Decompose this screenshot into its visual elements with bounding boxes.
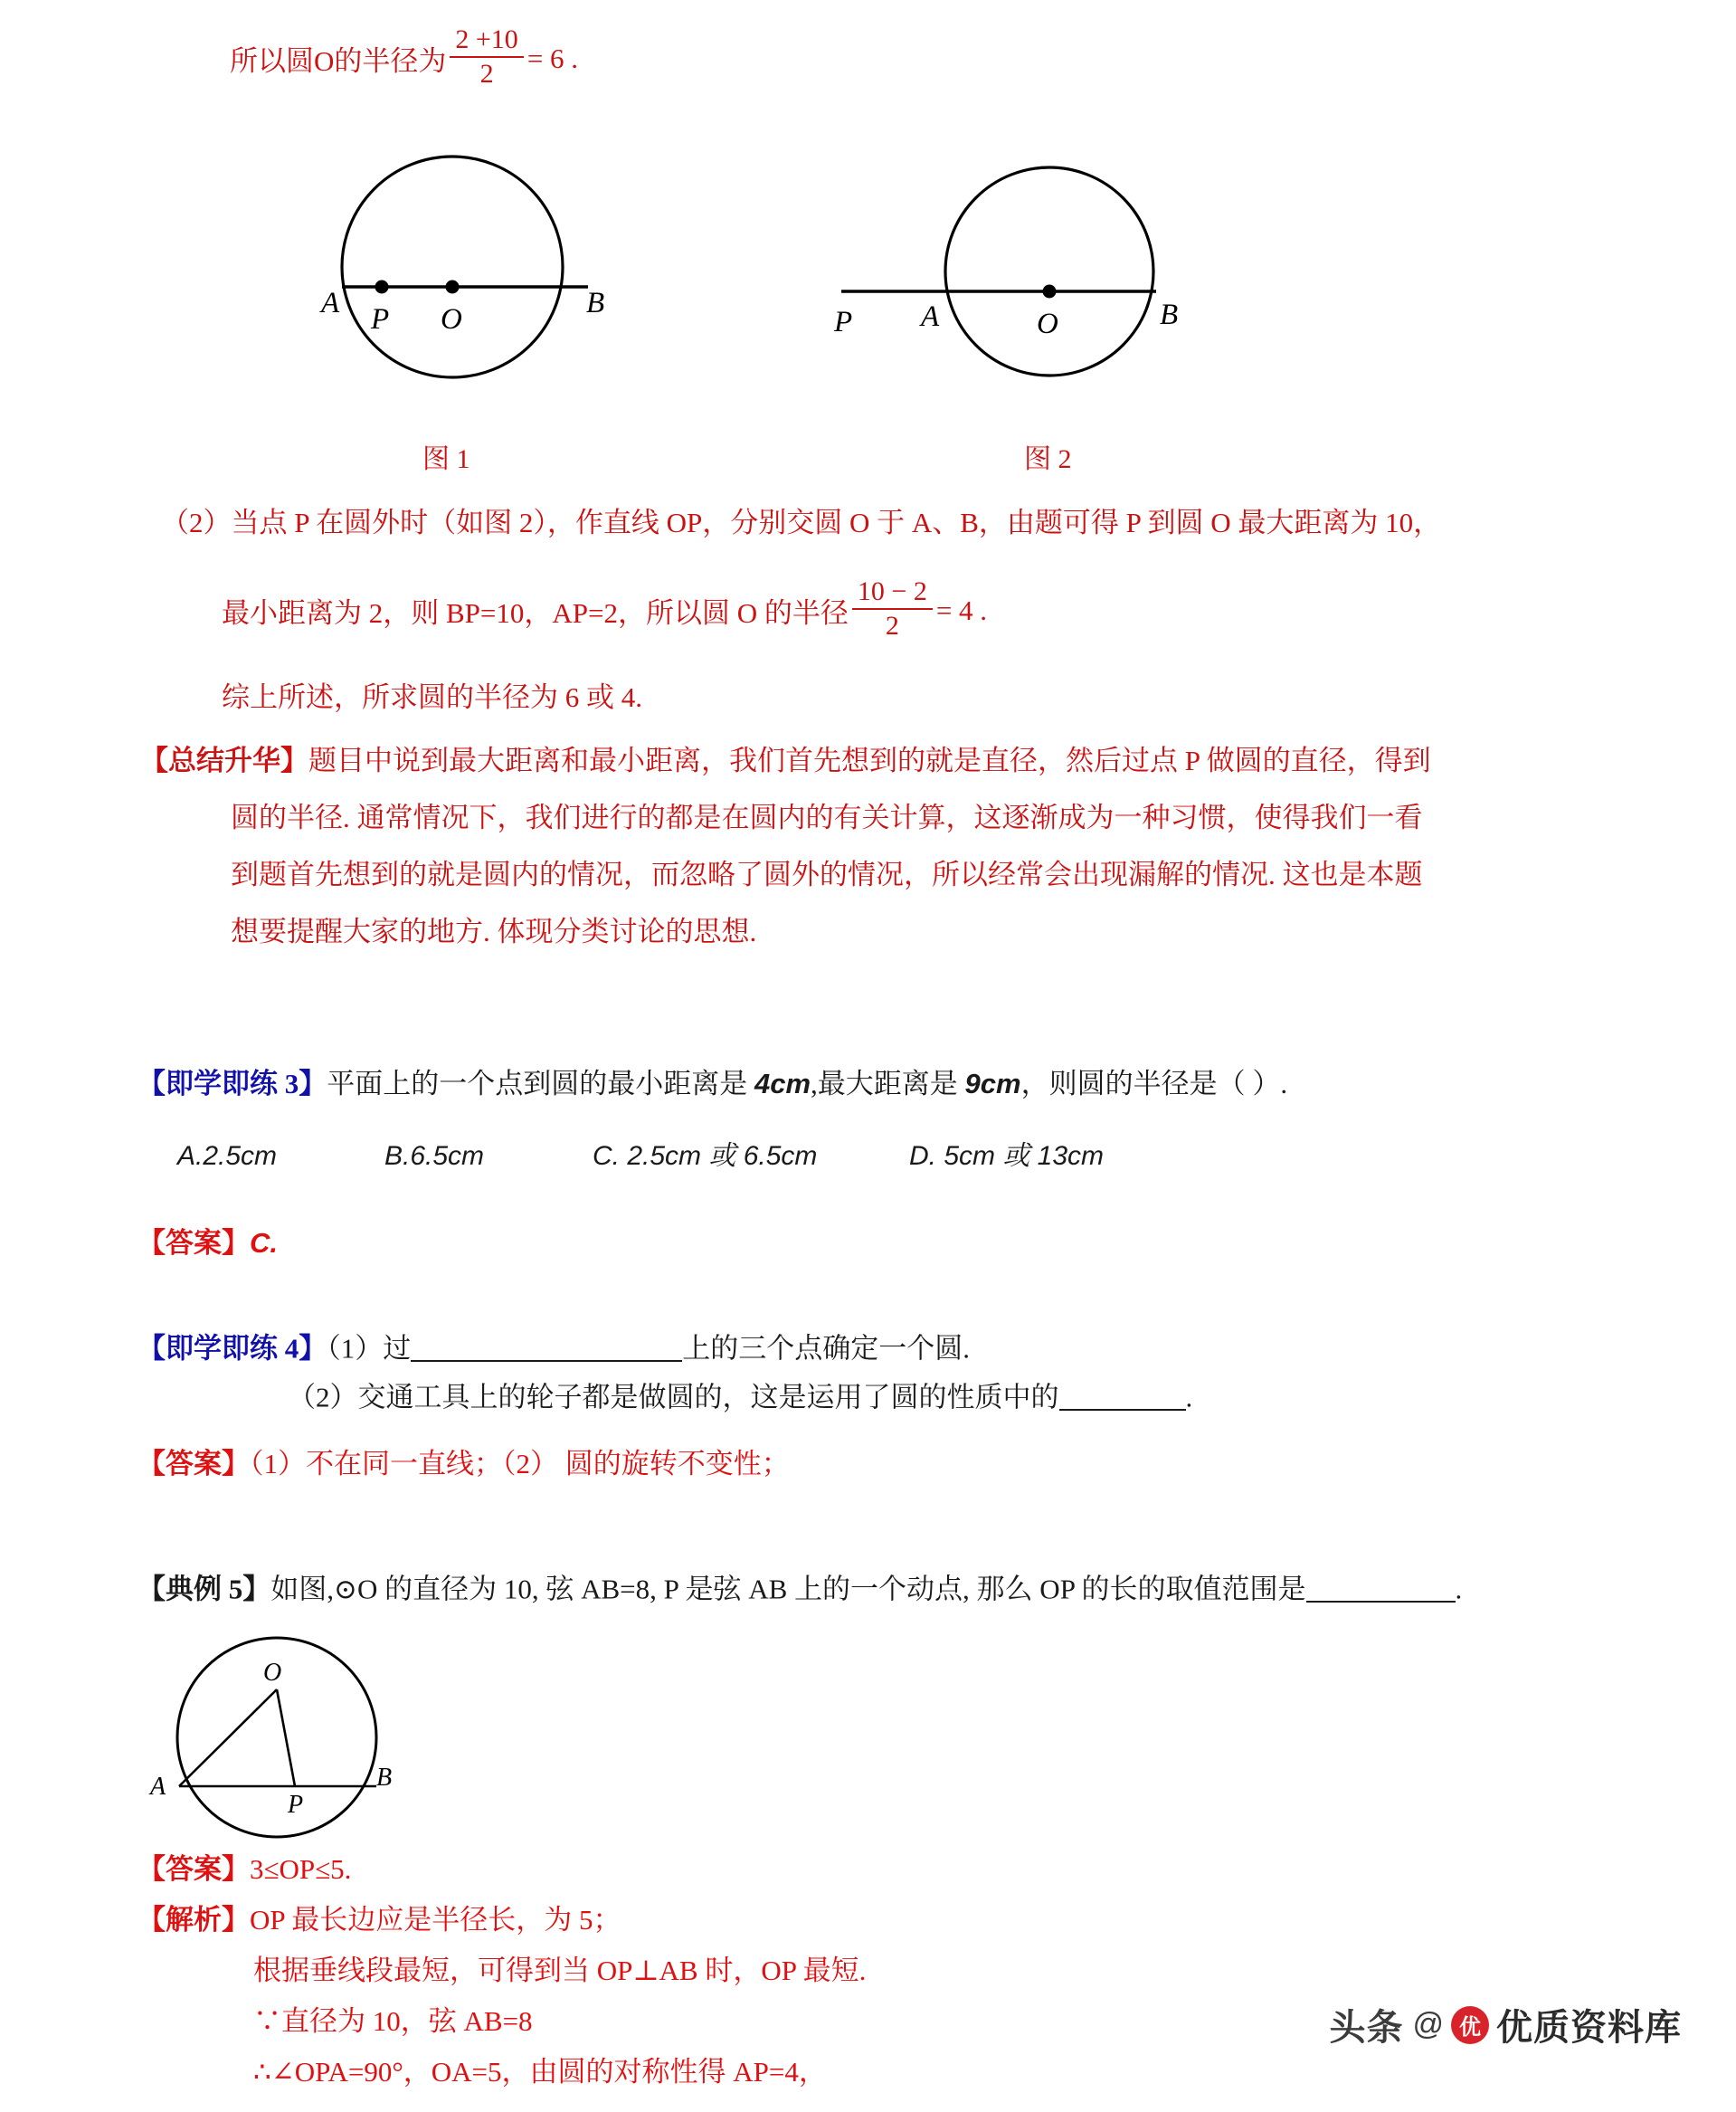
figure1-label-a: A [321, 287, 340, 319]
practice3-option-b[interactable]: B.6.5cm [384, 1141, 485, 1171]
example5-label-a: A [150, 1773, 166, 1801]
summary-line1-text: 题目中说到最大距离和最小距离，我们首先想到的就是直径，然后过点 P 做圆的直径，得到 [308, 745, 1431, 776]
example5-analysis-text-1: OP 最长边应是半径长，为 5； [250, 1904, 621, 1936]
practice4-answer-tag: 【答案】 [138, 1448, 250, 1479]
practice4-blank-1[interactable] [411, 1332, 682, 1362]
summary-line-4: 想要提醒大家的地方. 体现分类讨论的思想. [231, 916, 757, 947]
fraction-numerator: 2 +10 [455, 24, 518, 54]
figure2-point-o [1043, 285, 1057, 299]
figure2-label-b: B [1160, 299, 1179, 331]
watermark-account-name: 优质资料库 [1496, 2008, 1682, 2048]
practice4-answer [138, 1450, 790, 1478]
example5-blank[interactable] [1306, 1573, 1456, 1603]
watermark [1329, 1999, 1682, 2050]
solution-part2-line2 [222, 576, 988, 642]
summary-line-1 [140, 747, 1431, 775]
practice3-answer-tag: 【答案】 [138, 1227, 250, 1259]
figure-1 [317, 145, 615, 407]
fraction-denominator: 2 [479, 58, 494, 89]
solution-part2-line2-pre: 最小距离为 2，则 BP=10，AP=2，所以圆 O 的半径 [222, 597, 849, 629]
figure1-point-o [446, 281, 460, 294]
practice3-stem [138, 1070, 1287, 1098]
figure1-circle [342, 157, 563, 377]
practice4-question1 [138, 1332, 970, 1365]
fraction-bar [450, 56, 523, 58]
example5-label-o: O [263, 1659, 282, 1687]
practice4-q2-post: . [1185, 1381, 1193, 1413]
figure1-label-o: O [441, 303, 462, 336]
example5-label-p: P [288, 1791, 304, 1819]
practice4-tag: 【即学即练 4】 [138, 1332, 327, 1365]
practice3-value-max: 9cm [964, 1068, 1021, 1099]
practice3-stem-c: ，则圆的半径是（ ）. [1020, 1068, 1288, 1099]
practice4-q1-post: 上的三个点确定一个圆. [682, 1332, 970, 1365]
figure-1-caption: 图 1 [422, 444, 470, 474]
figure2-label-p: P [834, 306, 853, 338]
example5-segment-op [277, 1689, 295, 1786]
watermark-logo-icon: 优 [1451, 2006, 1489, 2044]
practice3-option-a[interactable]: A.2.5cm [177, 1141, 278, 1171]
example5-stem [138, 1573, 1462, 1603]
figure-2 [823, 163, 1203, 407]
practice3-stem-a: 平面上的一个点到圆的最小距离是 [327, 1068, 754, 1099]
example5-figure [134, 1633, 423, 1846]
practice4-answer-value: （1）不在同一直线；（2） 圆的旋转不变性； [250, 1448, 790, 1479]
summary-line-3: 到题首先想到的就是圆内的情况，而忽略了圆外的情况，所以经常会出现漏解的情况. 这也是本题 [231, 859, 1423, 890]
example5-analysis-tag: 【解析】 [138, 1904, 250, 1936]
figure1-label-b: B [586, 287, 605, 319]
figure2-circle [945, 167, 1153, 376]
example5-label-b: B [376, 1764, 393, 1792]
solution-part2-line1: （2）当点 P 在圆外时（如图 2），作直线 OP，分别交圆 O 于 A、B，由题可得 P 到圆 O 最大距离为 10， [161, 507, 1442, 538]
figure2-label-o: O [1037, 308, 1058, 340]
example5-answer [138, 1855, 351, 1883]
example5-answer-value: 3≤OP≤5. [250, 1853, 352, 1885]
figure2-label-a: A [921, 300, 940, 333]
example5-answer-tag: 【答案】 [138, 1853, 250, 1885]
example5-analysis-line-4: ∴∠OPA=90°，OA=5，由圆的对称性得 AP=4， [253, 2056, 827, 2088]
example5-stem-post: . [1455, 1573, 1463, 1605]
figure1-point-p [375, 281, 389, 294]
solution-part2-line2-post: = 4 . [935, 594, 988, 626]
solution-part1-line [230, 24, 579, 90]
practice3-answer-value: C. [250, 1227, 278, 1259]
figure-2-caption: 图 2 [1024, 444, 1072, 474]
watermark-at-symbol: @ [1412, 2007, 1444, 2041]
fraction-10minus2-over-2 [852, 577, 933, 640]
example5-analysis-line-1 [138, 1906, 621, 1934]
fraction-2plus10-over-2 [450, 25, 523, 88]
fraction-bar [852, 608, 933, 610]
figure1-label-p: P [371, 303, 390, 336]
example5-analysis-line-2: 根据垂线段最短，可得到当 OP⊥AB 时，OP 最短. [253, 1955, 867, 1986]
summary-tag: 【总结升华】 [140, 745, 308, 776]
practice3-value-min: 4cm [754, 1068, 811, 1099]
practice4-blank-2[interactable] [1059, 1381, 1186, 1411]
fraction-denominator: 2 [885, 610, 899, 641]
practice3-option-d[interactable]: D. 5cm 或 13cm [909, 1141, 1105, 1171]
solution-part1-equals: = 6 . [526, 42, 579, 74]
practice4-q1-pre: （1）过 [327, 1332, 412, 1365]
practice3-option-c[interactable]: C. 2.5cm 或 6.5cm [593, 1141, 818, 1171]
practice4-question2 [288, 1381, 1192, 1411]
example5-tag: 【典例 5】 [138, 1573, 271, 1605]
example5-segment-oa [179, 1689, 277, 1786]
practice3-answer [138, 1229, 278, 1257]
practice3-tag: 【即学即练 3】 [138, 1068, 327, 1099]
summary-line-2: 圆的半径. 通常情况下，我们进行的都是在圆内的有关计算，这逐渐成为一种习惯，使得我们一看 [231, 802, 1423, 833]
example5-stem-pre: 如图,⊙O 的直径为 10, 弦 AB=8, P 是弦 AB 上的一个动点, 那么 OP 的长的取值范围是 [270, 1573, 1306, 1605]
solution-part1-prefix: 所以圆O的半径为 [230, 45, 447, 77]
solution-part2-line3: 综上所述，所求圆的半径为 6 或 4. [222, 681, 642, 713]
practice3-stem-b: ,最大距离是 [811, 1068, 965, 1099]
watermark-platform: 头条 [1329, 2008, 1404, 2048]
fraction-numerator: 10 − 2 [857, 576, 927, 606]
example5-analysis-line-3: ∵直径为 10，弦 AB=8 [253, 2005, 533, 2037]
practice4-q2-pre: （2）交通工具上的轮子都是做圆的，这是运用了圆的性质中的 [288, 1381, 1059, 1413]
